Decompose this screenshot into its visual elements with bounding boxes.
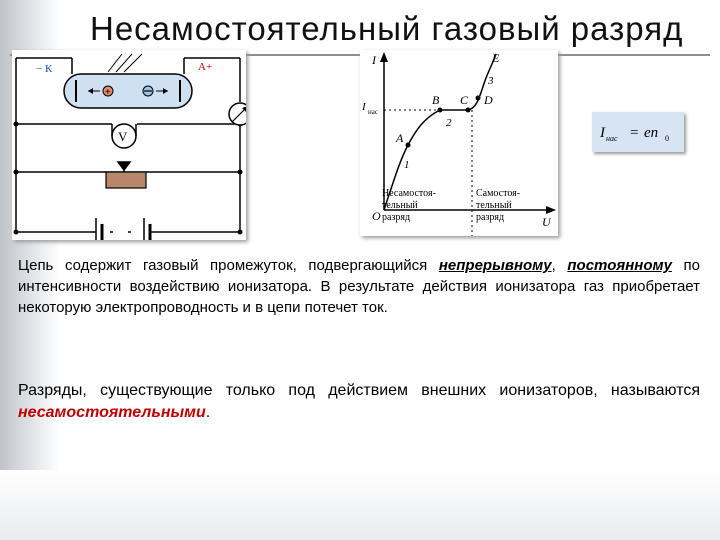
region-1: 1 [404,159,410,171]
formula-equals: = [630,125,639,141]
voltmeter-label: V [118,129,128,144]
x-axis-label: U [542,215,551,229]
point-e: E [492,51,500,65]
point-c: C [460,93,469,107]
saturation-current-formula [592,112,684,152]
background-bottom-gradient [0,470,720,540]
point-d: D [484,93,493,107]
circuit-diagram [12,50,246,240]
i-sat-subscript: нас [368,108,378,116]
link-constant[interactable]: постоянному [567,257,672,274]
point-a: A [396,131,404,145]
slide-title: Несамостоятельный газовый разряд [90,10,684,47]
left-region-line3: разряд [382,212,411,223]
paragraph1-text-3: по интенсивности воздействию ионизатора. В результате действия ионизатора газ приобретает некоторую электропроводность и в цепи потечет ток. [18,257,700,316]
current-voltage-graph [360,50,558,236]
origin-label: O [372,209,381,223]
paragraph-definition [18,380,700,424]
formula-lhs: I [600,125,605,141]
svg-text:+: + [105,87,111,98]
left-region-line1: Несамостоя- [382,188,436,199]
cathode-label: − К [36,63,53,75]
point-b: B [432,93,440,107]
region-3: 3 [488,75,494,87]
highlight-term: несамостоятельными [18,404,206,421]
formula-lhs-subscript: нас [606,134,618,143]
right-region-line1: Самостоя- [476,188,521,199]
paragraph1-text-1: Цепь содержит газовый промежуток, подвергающийся [18,257,439,274]
paragraph2-text-1: Разряды, существующие только под действием внешних ионизаторов, называются [18,382,700,399]
formula-rhs: en [644,125,659,141]
y-axis-label: I [372,53,376,67]
anode-label: А+ [198,61,213,73]
rheostat [106,172,146,188]
link-continuous[interactable]: непрерывному [438,257,552,274]
i-sat-label: I [362,101,366,113]
left-region-line2: тельный [382,200,418,211]
paragraph1-text-2: , [551,257,568,274]
formula-rhs-subscript: 0 [665,134,669,143]
right-region-line3: разряд [476,212,505,223]
paragraph-circuit-description [18,255,700,318]
region-2: 2 [446,117,452,129]
paragraph2-text-2: . [205,404,211,421]
right-region-line2: тельный [476,200,512,211]
